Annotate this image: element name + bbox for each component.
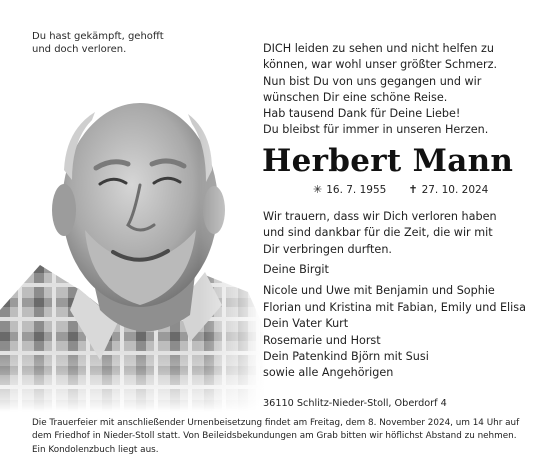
tribute-line: und sind dankbar für die Zeit, die wir mit: [263, 226, 493, 240]
mourner-entry: Dein Vater Kurt: [263, 317, 349, 331]
death-date: 27. 10. 2024: [421, 184, 489, 196]
motto-line: Du hast gekämpft, gehofft: [32, 31, 164, 42]
funeral-info-line: dem Friedhof in Nieder-Stoll statt. Von Beileidsbekundungen am Grab bitten wir höflichst Abstand zu nehmen.: [32, 431, 517, 442]
mourner-entry: Nicole und Uwe mit Benjamin und Sophie: [263, 284, 495, 298]
motto-line: und doch verloren.: [32, 44, 127, 55]
mourner-entry: Florian und Kristina mit Fabian, Emily und Elisa: [263, 300, 526, 314]
birth-date: 16. 7. 1955: [326, 184, 387, 196]
funeral-info: [32, 417, 547, 457]
mourner-entry: Rosemarie und Horst: [263, 333, 381, 347]
motto-text: [32, 30, 232, 56]
birth-star-icon: ✳: [313, 183, 323, 196]
death-cross-icon: ✝: [408, 183, 418, 196]
mourner-entry: sowie alle Angehörigen: [263, 366, 394, 380]
poem-text: [263, 41, 533, 139]
tribute-line: Dir verbringen durften.: [263, 242, 392, 256]
poem-line: können, war wohl unser größter Schmerz.: [263, 58, 498, 72]
mourners-list: [263, 262, 548, 382]
poem-line: wünschen Dir eine schöne Reise.: [263, 90, 448, 104]
poem-line: Du bleibst für immer in unseren Herzen.: [263, 123, 489, 137]
mourner-entry: Deine Birgit: [263, 263, 329, 276]
family-address: 36110 Schlitz-Nieder-Stoll, Oberdorf 4: [263, 398, 447, 409]
tribute-line: Wir trauern, dass wir Dich verloren haben: [263, 210, 497, 223]
mourner-entry: Dein Patenkind Björn mit Susi: [263, 350, 429, 364]
poem-line: Hab tausend Dank für Deine Liebe!: [263, 107, 461, 121]
life-dates: [313, 183, 533, 197]
funeral-info-line: Ein Kondolenzbuch liegt aus.: [32, 444, 159, 455]
tribute-text: [263, 209, 533, 258]
poem-line: DICH leiden zu sehen und nicht helfen zu: [263, 42, 495, 55]
portrait-photo: [0, 60, 265, 412]
deceased-name: Herbert Mann: [262, 143, 514, 179]
poem-line: Nun bist Du von uns gegangen und wir: [263, 74, 482, 88]
funeral-info-line: Die Trauerfeier mit anschließender Urnenbeisetzung findet am Freitag, dem 8. November 2024, um 14 Uhr auf: [32, 418, 520, 428]
